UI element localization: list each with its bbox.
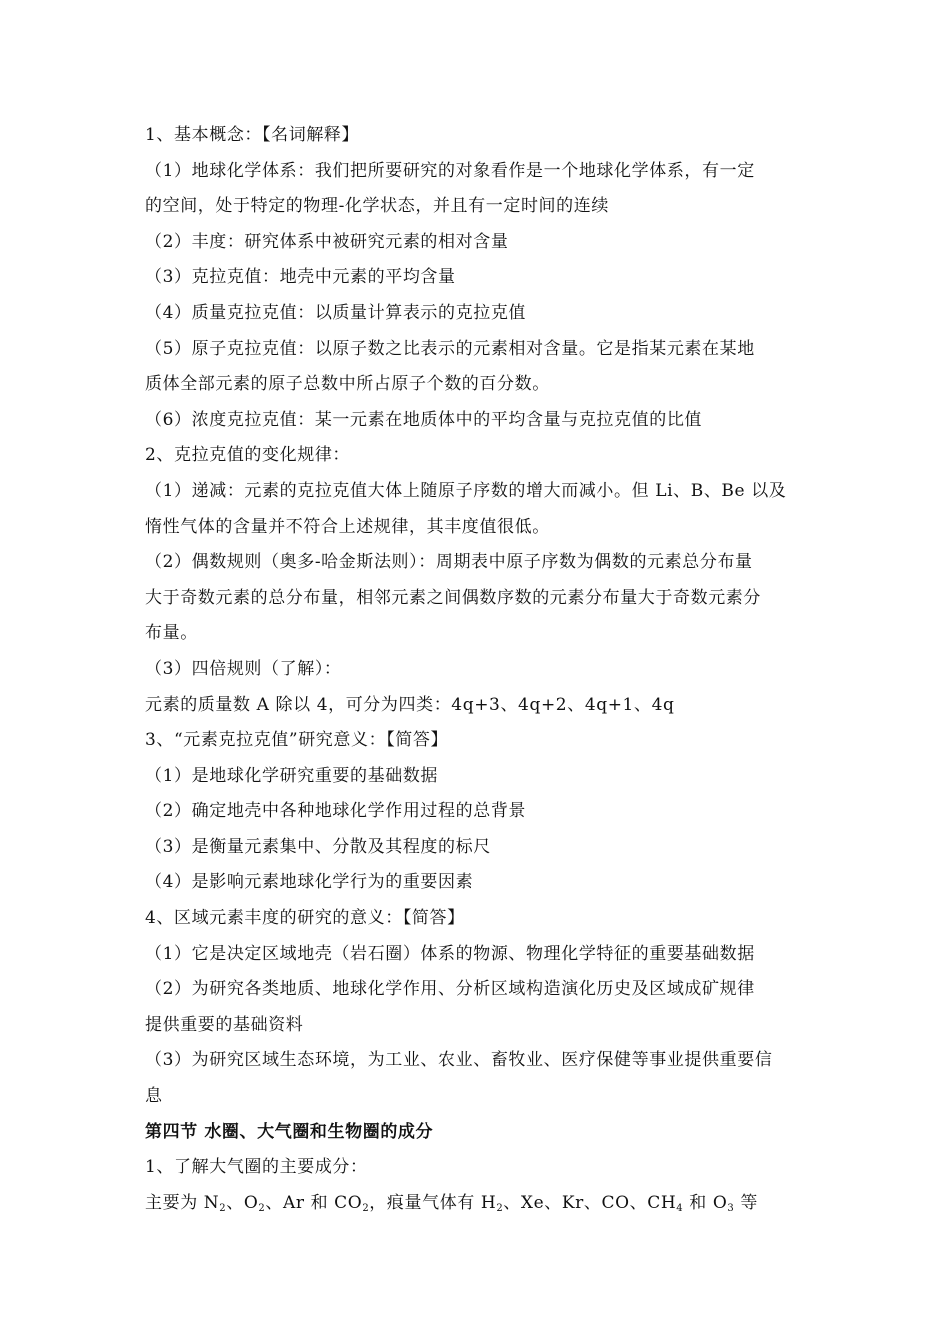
subscript: 2 <box>258 1202 266 1214</box>
text-segment: 主要为 N <box>145 1192 220 1213</box>
text-line: （6）浓度克拉克值：某一元素在地质体中的平均含量与克拉克值的比值 <box>145 409 703 430</box>
text-line: （2）丰度：研究体系中被研究元素的相对含量 <box>145 231 509 252</box>
text-line: （3）四倍规则（了解）： <box>145 658 342 679</box>
text-line: （3）是衡量元素集中、分散及其程度的标尺 <box>145 836 491 857</box>
text-line: （5）原子克拉克值：以原子数之比表示的元素相对含量。它是指某元素在某地 <box>145 338 755 359</box>
text-segment: 等 <box>734 1192 758 1213</box>
subscript: 2 <box>496 1202 504 1214</box>
text-line: 3、“元素克拉克值”研究意义：【简答】 <box>145 730 449 751</box>
subscript: 4 <box>676 1202 684 1214</box>
text-line: 大于奇数元素的总分布量，相邻元素之间偶数序数的元素分布量大于奇数元素分 <box>145 587 761 608</box>
subscript: 2 <box>219 1202 227 1214</box>
text-line: （1）地球化学体系：我们把所要研究的对象看作是一个地球化学体系，有一定 <box>145 160 755 181</box>
text-line: 息 <box>145 1086 163 1107</box>
text-segment: 、O <box>226 1192 259 1213</box>
subscript: 3 <box>727 1202 735 1214</box>
text-line: 质体全部元素的原子总数中所占原子个数的百分数。 <box>145 374 550 395</box>
text-line: （1）是地球化学研究重要的基础数据 <box>145 765 439 786</box>
text-line: 的空间，处于特定的物理-化学状态，并且有一定时间的连续 <box>145 196 609 217</box>
text-line: （3）克拉克值：地壳中元素的平均含量 <box>145 267 456 288</box>
text-line: 4、区域元素丰度的研究的意义：【简答】 <box>145 908 465 929</box>
text-line: （2）偶数规则（奥多-哈金斯法则）：周期表中原子序数为偶数的元素总分布量 <box>145 552 753 573</box>
text-line: 惰性气体的含量并不符合上述规律，其丰度值很低。 <box>145 516 550 537</box>
text-line: 2、克拉克值的变化规律： <box>145 445 351 466</box>
subscript: 2 <box>362 1202 370 1214</box>
text-line: 1、基本概念：【名词解释】 <box>145 125 360 145</box>
text-line: （4）质量克拉克值：以质量计算表示的克拉克值 <box>145 302 527 323</box>
text-segment: ，痕量气体有 H <box>369 1192 497 1213</box>
section-heading: 第四节 水圈、大气圈和生物圈的成分 <box>145 1121 434 1142</box>
text-segment: 和 O <box>683 1192 728 1213</box>
text-line: （1）它是决定区域地壳（岩石圈）体系的物源、物理化学特征的重要基础数据 <box>145 943 755 964</box>
text-segment: 、Ar 和 CO <box>265 1192 363 1213</box>
text-line: 布量。 <box>145 623 198 644</box>
text-line: （4）是影响元素地球化学行为的重要因素 <box>145 872 474 893</box>
text-line: （2）确定地壳中各种地球化学作用过程的总背景 <box>145 801 527 822</box>
text-line: （1）递减：元素的克拉克值大体上随原子序数的增大而减小。但 Li、B、Be 以及 <box>145 480 787 501</box>
atmosphere-heading: 1、了解大气圈的主要成分： <box>145 1157 368 1178</box>
text-line: 元素的质量数 A 除以 4，可分为四类：4q+3、4q+2、4q+1、4q <box>145 694 675 715</box>
text-line: （2）为研究各类地质、地球化学作用、分析区域构造演化历史及区域成矿规律 <box>145 979 755 1000</box>
atmosphere-composition <box>145 1186 815 1222</box>
text-line: （3）为研究区域生态环境，为工业、农业、畜牧业、医疗保健等事业提供重要信 <box>145 1050 773 1071</box>
text-segment: 、Xe、Kr、CO、CH <box>503 1192 677 1213</box>
text-line: 提供重要的基础资料 <box>145 1014 304 1035</box>
document-page <box>145 118 815 1221</box>
